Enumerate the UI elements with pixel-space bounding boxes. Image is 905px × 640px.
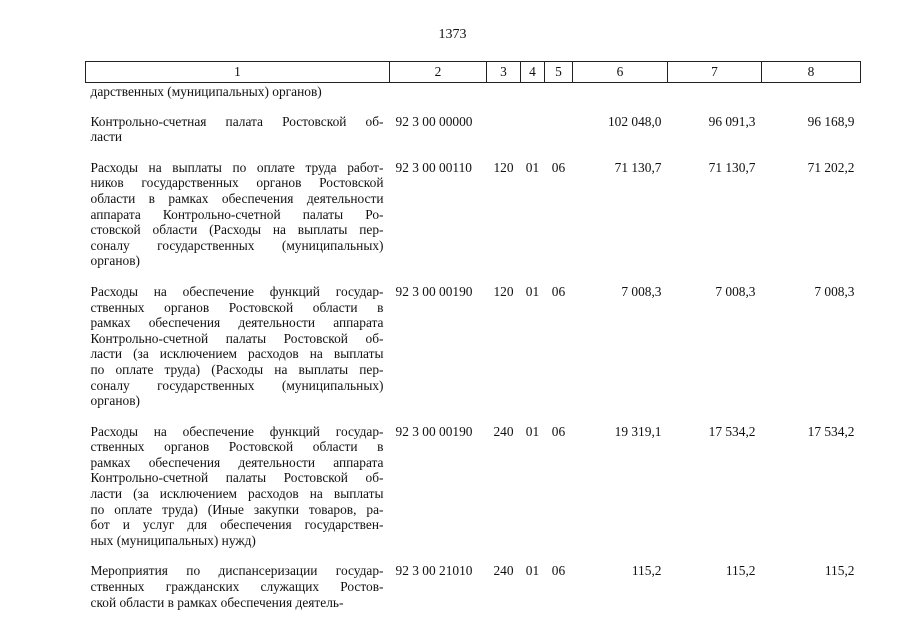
row-section [521,83,545,107]
table-row [86,556,861,618]
table-row [86,277,861,417]
row-value-col6: 19 319,1 [614,423,662,439]
row-code: 92 3 00 00110 [395,159,472,175]
table-row [86,153,861,277]
description-line: по оплате труда) (Расходы на выплаты пер- [90,361,384,377]
row-expense-type: 120 [493,283,514,299]
description-line: бот и услуг для обеспечения государствен- [90,517,384,533]
description-line: стовской области (Расходы на выплаты пер- [90,222,384,238]
row-description [86,153,390,277]
row-description [86,277,390,417]
row-value-col8 [762,83,861,107]
description-line: Расходы на обеспечение функций государ- [90,423,384,439]
description-line: Расходы на выплаты по оплате труда работ- [90,159,384,175]
row-value-col7: 17 534,2 [708,423,756,439]
description-line: органов) [90,253,140,269]
row-value-col6 [573,83,668,107]
row-expense-type [487,83,521,107]
row-subsection [545,83,573,107]
description-line: ской области в рамках обеспечения деятель- [90,594,344,610]
row-value-col6: 102 048,0 [607,113,662,129]
row-value-col6: 71 130,7 [614,159,662,175]
column-header-4: 4 [521,62,545,83]
row-subsection [545,107,573,153]
row-expense-type: 240 [493,563,514,579]
description-line: аппарата Контрольно-счетной палаты Ро- [90,206,384,222]
row-description [86,556,390,618]
description-line: по оплате труда) (Иные закупки товаров, ра- [90,501,384,517]
row-value-col7: 71 130,7 [708,159,756,175]
column-header-2: 2 [390,62,487,83]
description-line: Расходы на обеспечение функций государ- [90,283,384,299]
row-subsection: 06 [551,563,566,579]
description-line: ственных органов Ростовской области в [90,299,384,315]
row-value-col7: 7 008,3 [715,283,756,299]
row-expense-type: 120 [493,159,514,175]
description-line: рамках обеспечения деятельности аппарата [90,454,384,470]
row-description [86,107,390,153]
description-line: области в рамках обеспечения деятельности [90,190,384,206]
description-line: ласти (за исключением расходов на выплаты [90,346,384,362]
row-code: 92 3 00 00000 [395,113,473,129]
description-line: ственных гражданских служащих Ростов- [90,579,384,595]
table-header-row [86,62,861,83]
column-header-6: 6 [573,62,668,83]
description-line: ственных органов Ростовской области в [90,439,384,455]
row-expense-type: 240 [493,423,514,439]
description-line: Контрольно-счетной палаты Ростовской об- [90,470,384,486]
row-code [390,83,487,107]
row-subsection: 06 [551,159,566,175]
row-value-col8: 7 008,3 [814,283,855,299]
row-value-col8: 17 534,2 [807,423,855,439]
row-section: 01 [525,159,540,175]
row-description [86,417,390,557]
column-header-8: 8 [762,62,861,83]
description-line: Контрольно-счетной палаты Ростовской об- [90,330,384,346]
row-section: 01 [525,563,540,579]
column-header-1: 1 [86,62,390,83]
row-value-col6: 7 008,3 [621,283,662,299]
budget-table [85,61,861,618]
description-line: ласти [90,129,123,145]
row-value-col7 [668,83,762,107]
column-header-3: 3 [487,62,521,83]
row-value-col6: 115,2 [631,563,662,579]
description-line: соналу государственных (муниципальных) [90,377,384,393]
row-subsection: 06 [551,423,566,439]
description-line: Контрольно-счетная палата Ростовской об- [90,113,384,129]
row-value-col7: 96 091,3 [708,113,756,129]
page-number: 1373 [438,27,467,42]
description-line: Мероприятия по диспансеризации государ- [90,563,384,579]
row-code: 92 3 00 00190 [395,283,473,299]
row-expense-type [487,107,521,153]
table-row [86,417,861,557]
row-value-col8: 115,2 [824,563,855,579]
row-subsection: 06 [551,283,566,299]
column-header-5: 5 [545,62,573,83]
description-line: дарственных (муниципальных) органов) [90,84,322,99]
row-value-col8: 96 168,9 [807,113,855,129]
description-line: ласти (за исключением расходов на выплаты [90,486,384,502]
row-section: 01 [525,423,540,439]
row-section [521,107,545,153]
row-code: 92 3 00 00190 [395,423,473,439]
table-row [86,107,861,153]
table-body [86,83,861,619]
row-value-col8: 71 202,2 [807,159,855,175]
row-description [86,83,390,107]
row-code: 92 3 00 21010 [395,563,473,579]
table-row [86,83,861,107]
column-header-7: 7 [668,62,762,83]
description-line: органов) [90,393,140,409]
description-line: рамках обеспечения деятельности аппарата [90,315,384,331]
description-line: ников государственных органов Ростовской [90,175,384,191]
row-section: 01 [525,283,540,299]
description-line: соналу государственных (муниципальных) [90,237,384,253]
row-value-col7: 115,2 [725,563,756,579]
description-line: ных (муниципальных) нужд) [90,532,256,548]
